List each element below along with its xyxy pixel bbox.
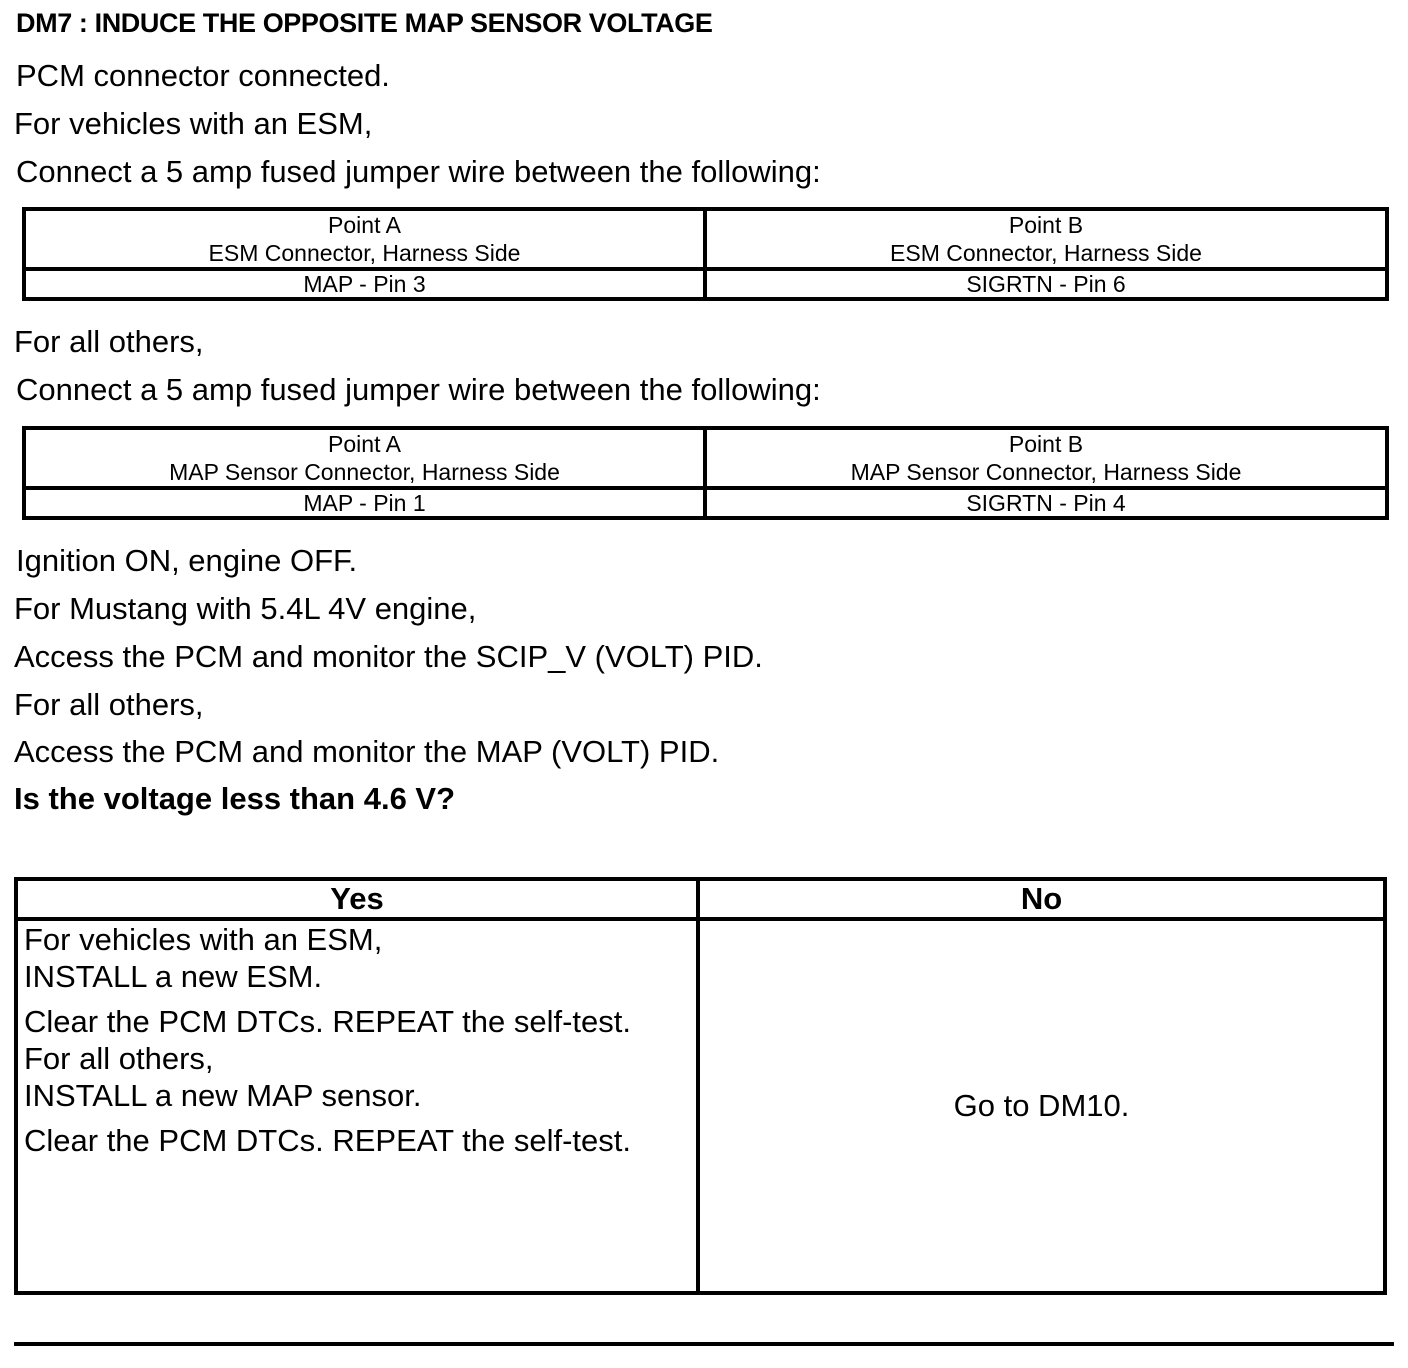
instruction-line: Access the PCM and monitor the MAP (VOLT) PID.	[14, 734, 720, 769]
yes-action-line: INSTALL a new ESM.	[24, 959, 323, 994]
point-b-header-cell	[705, 209, 1387, 269]
esm-jumper-table	[22, 207, 1389, 301]
point-a-header: Point A	[328, 212, 401, 238]
instruction-line: For all others,	[14, 324, 204, 359]
point-b-pin: SIGRTN - Pin 4	[705, 488, 1387, 518]
test-question: Is the voltage less than 4.6 V?	[14, 781, 456, 816]
instruction-line: For Mustang with 5.4L 4V engine,	[14, 591, 477, 626]
no-cell	[698, 919, 1385, 1293]
goto-dm10-text: Go to DM10.	[953, 1088, 1130, 1123]
instruction-line: Connect a 5 amp fused jumper wire between the following:	[16, 154, 821, 189]
result-table	[14, 877, 1387, 1295]
yes-cell	[16, 919, 698, 1293]
point-a-header-cell	[24, 209, 705, 269]
point-a-header: Point A	[328, 431, 401, 457]
yes-action-line: INSTALL a new MAP sensor.	[24, 1078, 422, 1113]
yes-header: Yes	[16, 879, 698, 919]
yes-action-line: For vehicles with an ESM,	[24, 922, 383, 957]
point-a-header-cell	[24, 428, 705, 488]
point-b-location: MAP Sensor Connector, Harness Side	[850, 459, 1242, 485]
bottom-divider	[14, 1342, 1394, 1346]
point-a-pin: MAP - Pin 1	[24, 488, 705, 518]
yes-action-line: Clear the PCM DTCs. REPEAT the self-test.	[24, 1004, 631, 1039]
instruction-line: For vehicles with an ESM,	[14, 106, 373, 141]
instruction-line: PCM connector connected.	[16, 58, 390, 93]
map-sensor-jumper-table	[22, 426, 1389, 520]
instruction-line: Connect a 5 amp fused jumper wire between the following:	[16, 372, 821, 407]
point-b-location: ESM Connector, Harness Side	[890, 240, 1202, 266]
point-a-location: MAP Sensor Connector, Harness Side	[169, 459, 560, 485]
point-b-header: Point B	[1008, 212, 1084, 238]
yes-action-line: For all others,	[24, 1041, 214, 1076]
point-a-location: ESM Connector, Harness Side	[208, 240, 521, 266]
no-header: No	[698, 879, 1385, 919]
instruction-line: Access the PCM and monitor the SCIP_V (VOLT) PID.	[14, 639, 763, 674]
point-b-pin: SIGRTN - Pin 6	[705, 269, 1387, 299]
point-b-header-cell	[705, 428, 1387, 488]
step-title: DM7 : INDUCE THE OPPOSITE MAP SENSOR VOLTAGE	[16, 8, 713, 38]
point-a-pin: MAP - Pin 3	[24, 269, 705, 299]
yes-action-line: Clear the PCM DTCs. REPEAT the self-test.	[24, 1123, 631, 1158]
instruction-line: For all others,	[14, 687, 204, 722]
point-b-header: Point B	[1008, 431, 1084, 457]
instruction-line: Ignition ON, engine OFF.	[16, 543, 358, 578]
